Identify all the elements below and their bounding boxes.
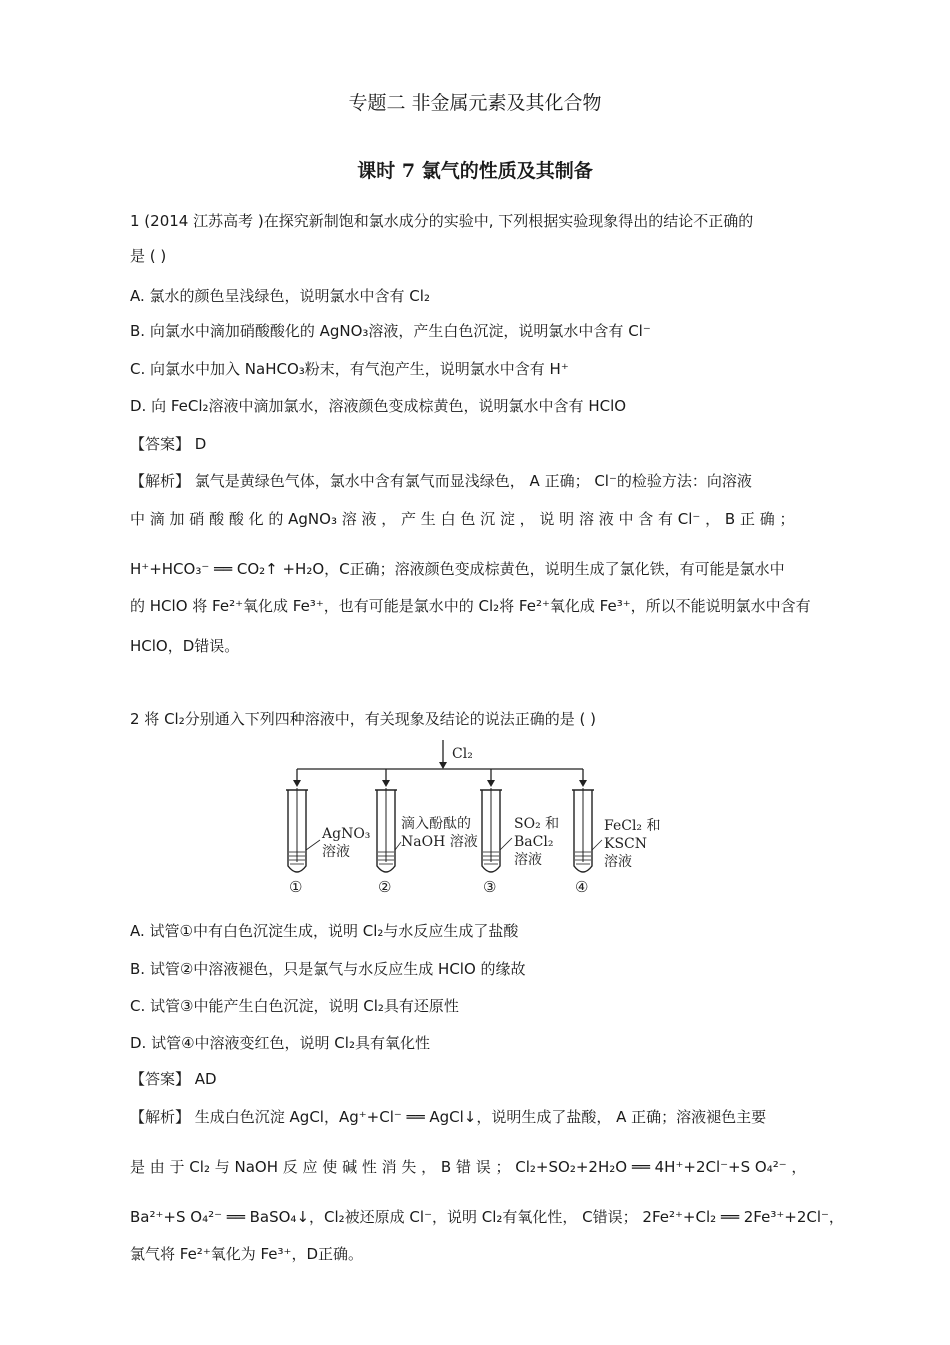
tube-1-label-line2: 溶液: [322, 844, 350, 860]
q2-explanation-line4: 氯气将 Fe²⁺氧化为 Fe³⁺，D正确。: [130, 1245, 364, 1263]
branch-2: [382, 769, 390, 787]
tube-4-label-line2: KSCN: [604, 836, 648, 852]
q1-answer: 【答案】 D: [130, 435, 207, 453]
tube-2-number: ②: [378, 878, 392, 896]
q2-option-b: B. 试管②中溶液褪色，只是氯气与水反应生成 HClO 的缘故: [130, 960, 526, 978]
q1-option-b: B. 向氯水中滴加硝酸酸化的 AgNO₃溶液，产生白色沉淀，说明氯水中含有 Cl⁻: [130, 322, 651, 340]
q2-option-c: C. 试管③中能产生白色沉淀，说明 Cl₂具有还原性: [130, 997, 459, 1015]
gas-arrow: [439, 762, 447, 769]
q1-explanation-line1: 【解析】 氯气是黄绿色气体，氯水中含有氯气而显浅绿色， A 正确； Cl⁻的检验方法：向溶液: [130, 472, 752, 490]
test-tube-3: [480, 788, 512, 872]
q1-stem-line2: 是 ( ): [130, 247, 167, 265]
q2-option-a: A. 试管①中有白色沉淀生成，说明 Cl₂与水反应生成了盐酸: [130, 922, 519, 940]
q1-explanation-line3: H⁺+HCO₃⁻ ══ CO₂↑ +H₂O，C正确；溶液颜色变成棕黄色，说明生成了氯化铁，有可能是氯水中: [130, 560, 785, 578]
branch-1: [293, 769, 301, 787]
tube-1-number: ①: [289, 878, 303, 896]
tube-4-label-line3: 溶液: [604, 854, 632, 870]
q2-explanation-line2: 是 由 于 Cl₂ 与 NaOH 反 应 使 碱 性 消 失 ， B 错 误 ； Cl₂+SO₂+2H₂O ══ 4H⁺+2Cl⁻+S O₄²⁻ ，: [130, 1158, 807, 1176]
tube-4-number: ④: [575, 878, 589, 896]
q2-explanation-line1: 【解析】 生成白色沉淀 AgCl，Ag⁺+Cl⁻ ══ AgCl↓，说明生成了盐酸， A 正确；溶液褪色主要: [130, 1108, 767, 1126]
q1-explanation-line5: HClO，D错误。: [130, 637, 240, 655]
tube-3-label-line2: BaCl₂: [514, 834, 554, 850]
tube-3-label-line1: SO₂ 和: [514, 816, 560, 832]
tube-1-label-line1: AgNO₃: [322, 826, 371, 842]
tube-4-label-line1: FeCl₂ 和: [604, 818, 661, 834]
test-tube-figure: [280, 738, 680, 900]
branch-3: [487, 769, 495, 787]
chapter-title: 专题二 非金属元素及其化合物: [348, 92, 602, 114]
q2-explanation-line3: Ba²⁺+S O₄²⁻ ══ BaSO₄↓，Cl₂被还原成 Cl⁻，说明 Cl₂有氧化性， C错误； 2Fe²⁺+Cl₂ ══ 2Fe³⁺+2Cl⁻，: [130, 1208, 844, 1226]
q1-explanation-line2: 中 滴 加 硝 酸 酸 化 的 AgNO₃ 溶 液 ， 产 生 白 色 沉 淀 ， 说 明 溶 液 中 含 有 Cl⁻ ， B 正 确 ；: [130, 510, 795, 528]
q2-answer: 【答案】 AD: [130, 1070, 217, 1088]
test-tube-2: [375, 788, 401, 872]
q2-stem: 2 将 Cl₂分别通入下列四种溶液中，有关现象及结论的说法正确的是 ( ): [130, 710, 596, 728]
q2-option-d: D. 试管④中溶液变红色，说明 Cl₂具有氧化性: [130, 1034, 430, 1052]
q1-option-d: D. 向 FeCl₂溶液中滴加氯水，溶液颜色变成棕黄色，说明氯水中含有 HClO: [130, 397, 627, 415]
test-tube-1: [286, 788, 320, 872]
q1-option-a: A. 氯水的颜色呈浅绿色，说明氯水中含有 Cl₂: [130, 287, 430, 305]
lesson-title: 课时 7 氯气的性质及其制备: [357, 160, 593, 182]
tube-2-label-line1: 滴入酚酞的: [401, 816, 471, 832]
q1-explanation-line4: 的 HClO 将 Fe²⁺氧化成 Fe³⁺，也有可能是氯水中的 Cl₂将 Fe²⁺氧化成 Fe³⁺，所以不能说明氯水中含有: [130, 597, 811, 615]
tube-2-label-line2: NaOH 溶液: [401, 834, 478, 850]
tube-3-label-line3: 溶液: [514, 852, 542, 868]
test-tube-4: [572, 788, 602, 872]
q1-stem-line1: 1 (2014 江苏高考 )在探究新制饱和氯水成分的实验中, 下列根据实验现象得出的结论不正确的: [130, 212, 754, 230]
tube-3-number: ③: [483, 878, 497, 896]
gas-label: Cl₂: [452, 746, 473, 762]
branch-4: [579, 769, 587, 787]
q1-option-c: C. 向氯水中加入 NaHCO₃粉末，有气泡产生，说明氯水中含有 H⁺: [130, 360, 569, 378]
